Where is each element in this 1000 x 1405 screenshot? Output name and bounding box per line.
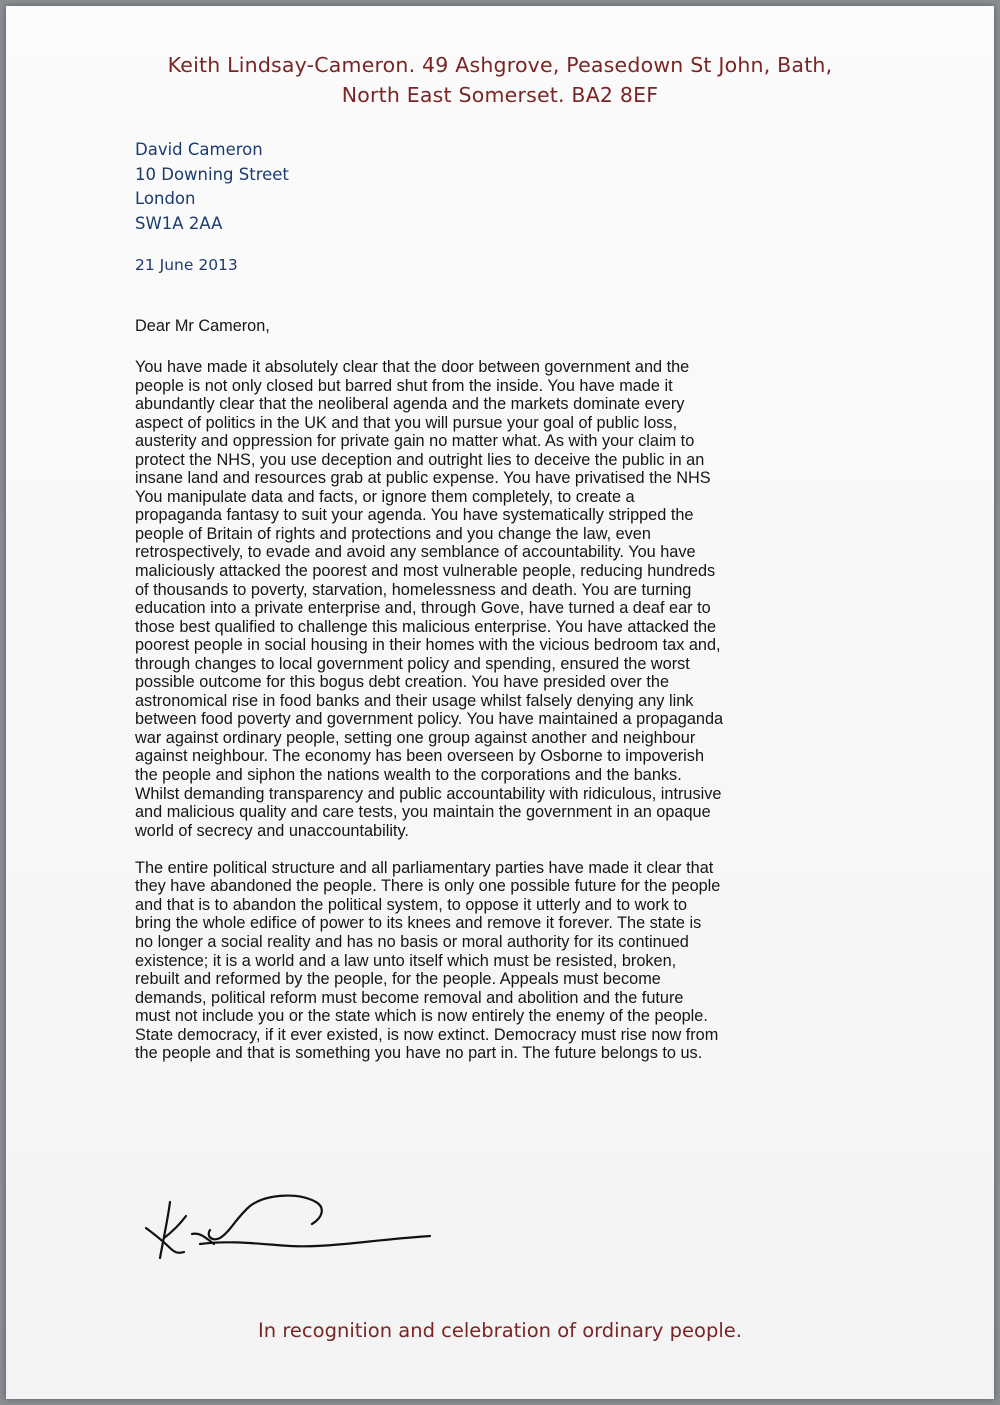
body-line: austerity and oppression for private gain no matter what. As with your claim to xyxy=(135,432,695,451)
body-line: The entire political structure and all parliamentary parties have made it clear that xyxy=(135,858,714,877)
body-line: between food poverty and government policy. You have maintained a propaganda xyxy=(135,710,724,729)
body-line: through changes to local government policy and spending, ensured the worst xyxy=(135,654,690,673)
body-line: war against ordinary people, setting one group against another and neighbour xyxy=(135,728,696,747)
salutation: Dear Mr Cameron, xyxy=(135,317,270,335)
body-line: possible outcome for this bogus debt creation. You have presided over the xyxy=(135,673,670,692)
body-line: no longer a social reality and has no basis or moral authority for its continued xyxy=(135,933,689,951)
body-line: demands, political reform must become removal and abolition and the future xyxy=(135,988,684,1007)
body-line: poorest people in social housing in their homes with the vicious bedroom tax and, xyxy=(135,636,721,655)
body-line: protect the NHS, you use deception and outright lies to deceive the public in an xyxy=(135,450,705,469)
body-line: rebuilt and reformed by the people, for the people. Appeals must become xyxy=(135,970,661,989)
body-paragraph-1 xyxy=(135,358,870,840)
body-line: must not include you or the state which is now entirely the enemy of the people. xyxy=(135,1007,708,1026)
recipient-address xyxy=(135,138,289,236)
body-line: and that is to abandon the political system, to oppose it utterly and to work to xyxy=(135,895,688,914)
body-line: abundantly clear that the neoliberal agenda and the markets dominate every xyxy=(135,395,685,414)
letter-date: 21 June 2013 xyxy=(135,256,238,274)
body-line: aspect of politics in the UK and that you will pursue your goal of public loss, xyxy=(135,413,678,432)
body-line: You have made it absolutely clear that the door between government and the xyxy=(135,358,690,376)
body-line: You manipulate data and facts, or ignore them completely, to create a xyxy=(135,487,635,506)
body-line: propaganda fantasy to suit your agenda. You have systematically stripped the xyxy=(135,506,694,525)
body-line: Whilst demanding transparency and public accountability with ridiculous, intrusive xyxy=(135,784,722,803)
body-line: the people and siphon the nations wealth to the corporations and the banks. xyxy=(135,766,682,785)
recipient-street: 10 Downing Street xyxy=(135,164,289,184)
body-line: bring the whole edifice of power to its knees and remove it forever. The state is xyxy=(135,914,702,933)
body-line: existence; it is a world and a law unto itself which must be resisted, broken, xyxy=(135,951,677,970)
sender-address-line: Keith Lindsay-Cameron. 49 Ashgrove, Peasedown St John, Bath, xyxy=(167,53,833,77)
body-line: maliciously attacked the poorest and most vulnerable people, reducing hundreds xyxy=(135,562,716,581)
body-line: State democracy, if it ever existed, is now extinct. Democracy must rise now from xyxy=(135,1025,719,1044)
body-line: against neighbour. The economy has been overseen by Osborne to impoverish xyxy=(135,747,704,766)
letter-body xyxy=(135,358,870,1063)
body-line: people is not only closed but barred shut from the inside. You have made it xyxy=(135,376,673,395)
recipient-city: London xyxy=(135,189,196,208)
body-line: insane land and resources grab at public expense. You have privatised the NHS xyxy=(135,469,711,488)
recipient-name: David Cameron xyxy=(135,140,263,159)
body-line: of thousands to poverty, starvation, homelessness and death. You are turning xyxy=(135,580,692,599)
body-line: and malicious quality and care tests, you maintain the government in an opaque xyxy=(135,803,711,822)
body-line: the people and that is something you have no part in. The future belongs to us. xyxy=(135,1044,703,1063)
body-line: those best qualified to challenge this malicious enterprise. You have attacked the xyxy=(135,617,717,636)
closing-motto: In recognition and celebration of ordinary people. xyxy=(258,1319,742,1342)
body-line: they have abandoned the people. There is only one possible future for the people xyxy=(135,877,721,896)
body-line: astronomical rise in food banks and their usage whilst falsely denying any link xyxy=(135,691,694,710)
body-line: retrospectively, to evade and avoid any semblance of accountability. You have xyxy=(135,543,696,562)
sender-address xyxy=(0,50,1000,110)
body-line: people of Britain of rights and protections and you change the law, even xyxy=(135,524,651,543)
sender-address-line: North East Somerset. BA2 8EF xyxy=(341,83,659,107)
body-line: education into a private enterprise and, through Gove, have turned a deaf ear to xyxy=(135,599,711,618)
signature xyxy=(140,1188,440,1268)
recipient-postcode: SW1A 2AA xyxy=(135,213,223,233)
body-line: world of secrecy and unaccountability. xyxy=(135,821,409,840)
body-paragraph-2 xyxy=(135,859,870,1063)
